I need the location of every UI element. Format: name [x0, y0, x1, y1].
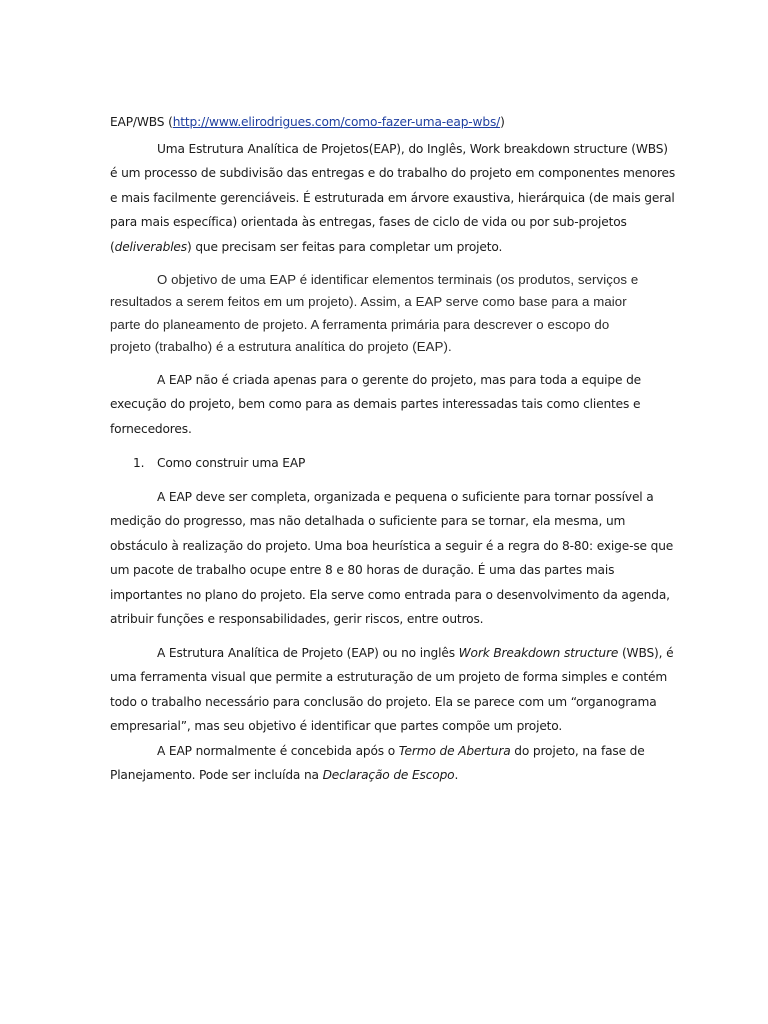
p5-term: Work Breakdown structure — [458, 646, 619, 660]
p6-text: A EAP normalmente é concebida após o — [157, 744, 399, 758]
p5-line-4: empresarial”, mas seu objetivo é identificar que partes compõe um projeto. — [110, 719, 563, 733]
p1-text: Uma Estrutura Analítica de Projetos(EAP), do Inglês, — [157, 142, 470, 156]
p5-line-2: uma ferramenta visual que permite a estruturação de um projeto de forma simples e contém — [110, 670, 668, 684]
p5-text-end: (WBS), é — [618, 646, 674, 660]
p4-line-6: atribuir funções e responsabilidades, gerir riscos, entre outros. — [110, 612, 484, 626]
p2-line-4: projeto (trabalho) é a estrutura analítica do projeto (EAP). — [110, 339, 452, 354]
section-number: 1. — [133, 456, 145, 470]
p2-line-2: resultados a serem feitos em um projeto). Assim, a EAP serve como base para a maior — [110, 294, 627, 309]
p1-line-3: e mais facilmente gerenciáveis. É estruturada em árvore exaustiva, hierárquica (de mais geral — [110, 191, 675, 205]
p1-line-2: é um processo de subdivisão das entregas e do trabalho do projeto em componentes menores — [110, 166, 676, 180]
p4-line-3: obstáculo à realização do projeto. Uma boa heurística a seguir é a regra do 8-80: exige-se que — [110, 539, 674, 553]
p3-line-2: execução do projeto, bem como para as demais partes interessadas tais como clientes e — [110, 397, 641, 411]
p1-line-5 — [110, 238, 502, 256]
section-title: Como construir uma EAP — [157, 456, 306, 470]
p4-line-2: medição do progresso, mas não detalhada o suficiente para se tornar, ela mesma, um — [110, 514, 626, 528]
p1-term: Work breakdown structure (WBS) — [469, 142, 668, 156]
p5-line-1 — [157, 644, 673, 662]
p6-period: . — [454, 768, 459, 782]
p4-line-1: A EAP deve ser completa, organizada e pequena o suficiente para tornar possível a — [157, 490, 654, 504]
p5-line-3: todo o trabalho necessário para conclusão do projeto. Ela se parece com um “organograma — [110, 695, 657, 709]
source-link[interactable]: http://www.elirodrigues.com/como-fazer-uma-eap-wbs/ — [172, 115, 501, 129]
p1-line-1 — [157, 140, 668, 158]
p6-text-end: do projeto, na fase de — [510, 744, 645, 758]
p6-line-1 — [157, 742, 645, 760]
p4-line-5: importantes no plano do projeto. Ela serve como entrada para o desenvolvimento da agenda, — [110, 588, 670, 602]
p6-line-2 — [110, 766, 458, 784]
p1-line-4: para mais específica) orientada às entregas, fases de ciclo de vida ou por sub-projetos — [110, 215, 627, 229]
p6-term-2: Declaração de Escopo — [322, 768, 455, 782]
p5-text: A Estrutura Analítica de Projeto (EAP) ou no inglês — [157, 646, 459, 660]
p3-line-3: fornecedores. — [110, 422, 192, 436]
p1-text-end: ) que precisam ser feitas para completar um projeto. — [186, 240, 503, 254]
p1-paren: ( — [110, 240, 115, 254]
source-prefix: EAP/WBS ( — [110, 115, 173, 129]
source-suffix: ) — [500, 115, 505, 129]
p6-term: Termo de Abertura — [398, 744, 511, 758]
p2-line-3: parte do planeamento de projeto. A ferramenta primária para descrever o escopo do — [110, 317, 610, 332]
source-reference — [110, 113, 505, 131]
p1-deliverables: deliverables — [114, 240, 187, 254]
p2-line-1: O objetivo de uma EAP é identificar elementos terminais (os produtos, serviços e — [157, 272, 639, 287]
p4-line-4: um pacote de trabalho ocupe entre 8 e 80 horas de duração. É uma das partes mais — [110, 563, 615, 577]
p3-line-1: A EAP não é criada apenas para o gerente do projeto, mas para toda a equipe de — [157, 373, 642, 387]
p6-text-2: Planejamento. Pode ser incluída na — [110, 768, 323, 782]
